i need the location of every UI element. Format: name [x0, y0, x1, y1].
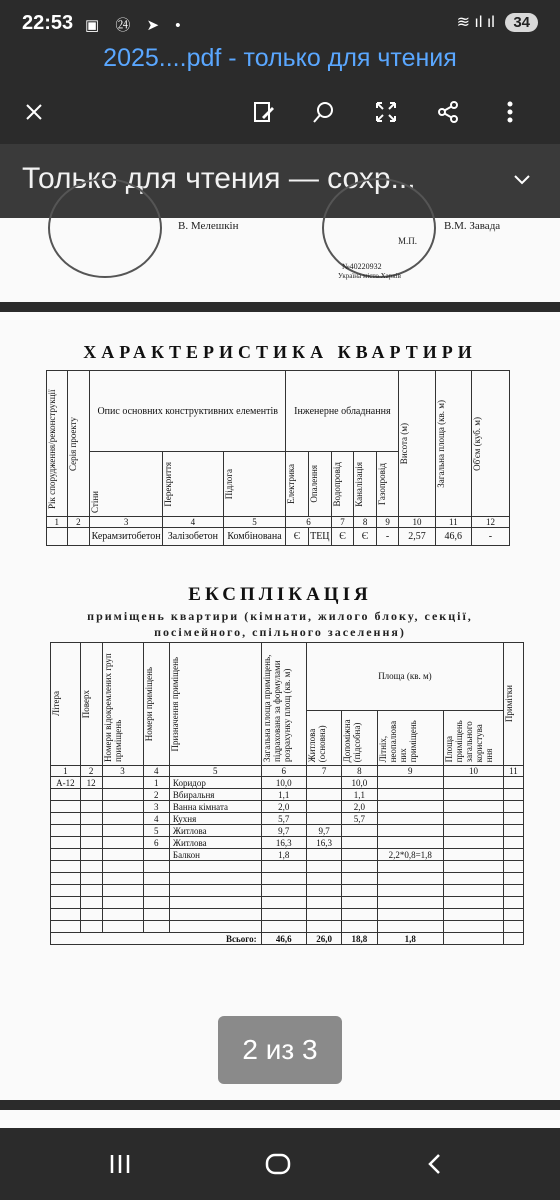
table-cell — [444, 777, 504, 789]
table-cell — [444, 825, 504, 837]
table-cell — [306, 801, 341, 813]
table-cell — [143, 849, 169, 861]
share-icon — [436, 100, 460, 124]
col-group: Номери відокремлених груп приміщень — [102, 653, 123, 762]
signal-icon: ≋ ıl ıl — [456, 14, 495, 31]
fullscreen-button[interactable] — [366, 92, 406, 132]
col-ceiling: Перекриття — [163, 461, 174, 507]
edit-icon — [252, 100, 276, 124]
stamp-city: Україна місто Харків — [338, 272, 401, 280]
col-volume: Об'єм (куб. м) — [471, 416, 482, 471]
table-cell — [102, 789, 143, 801]
empty-row — [51, 921, 524, 933]
table-cell: 1 — [143, 777, 169, 789]
table-cell: Вбиральня — [169, 789, 261, 801]
table-cell — [377, 789, 443, 801]
table-cell: 3 — [143, 801, 169, 813]
stamp-left — [48, 178, 162, 278]
table-cell — [503, 789, 523, 801]
col-floor-no: Поверх — [80, 689, 91, 719]
table-cell — [503, 825, 523, 837]
table-cell — [51, 849, 81, 861]
table-cell — [80, 837, 102, 849]
more-vertical-icon — [506, 100, 514, 124]
characteristics-table — [46, 370, 510, 546]
back-button[interactable] — [404, 1142, 464, 1186]
table-cell — [51, 837, 81, 849]
col-litera: Літера — [51, 691, 61, 717]
back-icon — [427, 1153, 441, 1175]
table-cell — [444, 813, 504, 825]
table-cell — [306, 777, 341, 789]
table-cell — [102, 777, 143, 789]
table-row — [51, 801, 524, 813]
table-cell: 10,0 — [342, 777, 377, 789]
stamp-number: №40220932 — [342, 262, 382, 271]
table-row — [51, 849, 524, 861]
status-bar — [0, 0, 560, 48]
empty-row — [51, 909, 524, 921]
expl-number-row: 1 2 3 4 5 6 7 8 9 10 11 — [51, 766, 524, 777]
col-area-group: Площа (кв. м) — [306, 643, 503, 711]
table-cell: А-12 — [51, 777, 81, 789]
chevron-down-icon[interactable] — [514, 168, 530, 191]
navigation-bar — [0, 1128, 560, 1200]
more-options-button[interactable] — [490, 92, 530, 132]
col-electric: Електрика — [286, 464, 297, 504]
recent-apps-icon — [109, 1154, 131, 1174]
table-cell: 9,7 — [306, 825, 341, 837]
table-cell — [80, 813, 102, 825]
table-cell — [377, 825, 443, 837]
col-construct: Опис основних конструктивних елементів — [90, 371, 286, 452]
page-indicator: 2 из 3 — [218, 1016, 342, 1084]
table-cell: Коридор — [169, 777, 261, 789]
table-cell: 1,1 — [342, 789, 377, 801]
table-cell — [51, 789, 81, 801]
table-cell: 5,7 — [261, 813, 306, 825]
explication-title: ЕКСПЛІКАЦІЯ — [188, 584, 372, 605]
search-button[interactable] — [304, 92, 344, 132]
table-cell — [444, 801, 504, 813]
table-cell — [306, 849, 341, 861]
col-floor: Підлога — [223, 468, 234, 500]
edit-button[interactable] — [244, 92, 284, 132]
table-row — [51, 777, 524, 789]
table-row — [51, 837, 524, 849]
col-purpose: Призначення приміщень — [169, 656, 180, 752]
notification-icons: ▣ ㉔ ➤ • — [85, 17, 187, 34]
table-cell: 2 — [143, 789, 169, 801]
explication-subtitle-2: посімейного, спільного заселення) — [154, 625, 406, 639]
col-heating: Опалення — [308, 465, 319, 503]
recent-apps-button[interactable] — [90, 1142, 150, 1186]
table-cell — [306, 813, 341, 825]
table-cell — [342, 837, 377, 849]
expl-total-row: Всього: 46,6 26,0 18,8 1,8 — [51, 933, 524, 945]
empty-row — [51, 897, 524, 909]
close-button[interactable] — [14, 92, 54, 132]
table-cell — [377, 813, 443, 825]
table-cell: 2,0 — [261, 801, 306, 813]
explication-table — [50, 642, 524, 945]
col-gas: Газопровід — [376, 462, 387, 506]
table-cell — [51, 825, 81, 837]
table-cell — [102, 849, 143, 861]
col-common: Площа приміщень загального користува ння — [444, 719, 494, 762]
col-aux: Допоміжна (підсобна) — [342, 718, 363, 762]
table-cell — [342, 849, 377, 861]
table-cell: Житлова — [169, 825, 261, 837]
pdf-page-1 — [0, 218, 560, 302]
close-icon — [25, 103, 43, 121]
char-number-row: 1 2 3 4 5 6 7 8 9 10 11 12 — [47, 517, 510, 528]
col-notes: Примітки — [503, 685, 514, 723]
status-time: 22:53 — [22, 12, 74, 34]
table-cell — [80, 849, 102, 861]
document-title: 2025....pdf - только для чтения — [103, 44, 457, 72]
table-cell — [102, 837, 143, 849]
table-cell — [102, 813, 143, 825]
table-cell: 1,1 — [261, 789, 306, 801]
stamp-mp: М.П. — [398, 236, 418, 246]
battery-icon: 34 — [505, 13, 538, 32]
table-cell: 6 — [143, 837, 169, 849]
table-cell: 12 — [80, 777, 102, 789]
table-cell: 4 — [143, 813, 169, 825]
table-cell: Житлова — [169, 837, 261, 849]
col-height: Висота (м) — [399, 422, 410, 465]
table-cell — [51, 813, 81, 825]
table-cell: 1,8 — [261, 849, 306, 861]
table-cell: Кухня — [169, 813, 261, 825]
col-sewer: Каналізація — [354, 461, 365, 507]
col-room-no: Номери приміщень — [143, 666, 154, 742]
table-cell — [503, 813, 523, 825]
empty-row — [51, 873, 524, 885]
table-row — [51, 825, 524, 837]
table-cell: 5,7 — [342, 813, 377, 825]
pdf-page-3 — [0, 1110, 560, 1128]
table-cell — [444, 837, 504, 849]
col-water: Водопровід — [331, 461, 342, 507]
empty-row — [51, 861, 524, 873]
table-cell — [503, 801, 523, 813]
expand-icon — [374, 100, 398, 124]
table-cell: 16,3 — [261, 837, 306, 849]
share-button[interactable] — [428, 92, 468, 132]
table-cell — [102, 825, 143, 837]
search-icon — [312, 100, 336, 124]
table-cell — [444, 789, 504, 801]
table-cell — [503, 849, 523, 861]
col-total-area: Загальна площа (кв. м) — [435, 399, 446, 488]
empty-row — [51, 885, 524, 897]
table-cell: 16,3 — [306, 837, 341, 849]
col-total-area: Загальна площа приміщень, підрахована за формулами розрахунку площ (кв. м) — [261, 654, 292, 762]
table-cell: 2,0 — [342, 801, 377, 813]
table-cell: Балкон — [169, 849, 261, 861]
table-cell: 2,2*0,8=1,8 — [377, 849, 443, 861]
table-row — [51, 813, 524, 825]
col-engineering: Інженерне обладнання — [286, 371, 399, 452]
characteristics-title: ХАРАКТЕРИСТИКА КВАРТИРИ — [83, 342, 477, 362]
status-right — [457, 12, 538, 32]
toolbar — [0, 88, 560, 134]
table-cell — [342, 825, 377, 837]
explication-subtitle-1: приміщень квартири (кімнати, жилого блоку, секції, — [87, 609, 473, 623]
home-button[interactable] — [248, 1142, 308, 1186]
table-cell: 10,0 — [261, 777, 306, 789]
home-icon — [265, 1153, 291, 1175]
table-cell: 5 — [143, 825, 169, 837]
col-summer: Літніх, неопалюва них приміщень — [377, 719, 418, 762]
table-cell — [80, 801, 102, 813]
signature-right: В.М. Завада — [444, 220, 501, 232]
banner-text: Только для чтения — сохр... — [22, 162, 416, 195]
table-cell — [377, 801, 443, 813]
table-cell — [503, 837, 523, 849]
table-cell: 9,7 — [261, 825, 306, 837]
col-living: Житлова (основна) — [306, 724, 327, 762]
table-cell — [444, 849, 504, 861]
table-cell — [51, 801, 81, 813]
col-series: Серія проекту — [67, 416, 78, 471]
col-year: Рік спорудження/реконструкції — [47, 388, 57, 509]
col-walls: Стіни — [90, 491, 101, 513]
table-row — [51, 789, 524, 801]
char-data-row: Керамзитобетон Залізобетон Комбінована Є ТЕЦ Є Є - 2,57 46,6 - — [47, 528, 510, 546]
table-cell — [80, 789, 102, 801]
table-cell — [306, 789, 341, 801]
signature-left: В. Мелешкін — [178, 220, 239, 232]
table-cell — [503, 777, 523, 789]
pdf-page-2 — [0, 312, 560, 1100]
table-cell — [377, 837, 443, 849]
table-cell: Ванна кімната — [169, 801, 261, 813]
table-cell — [102, 801, 143, 813]
table-cell — [377, 777, 443, 789]
total-label: Всього: — [51, 933, 262, 945]
table-cell — [80, 825, 102, 837]
